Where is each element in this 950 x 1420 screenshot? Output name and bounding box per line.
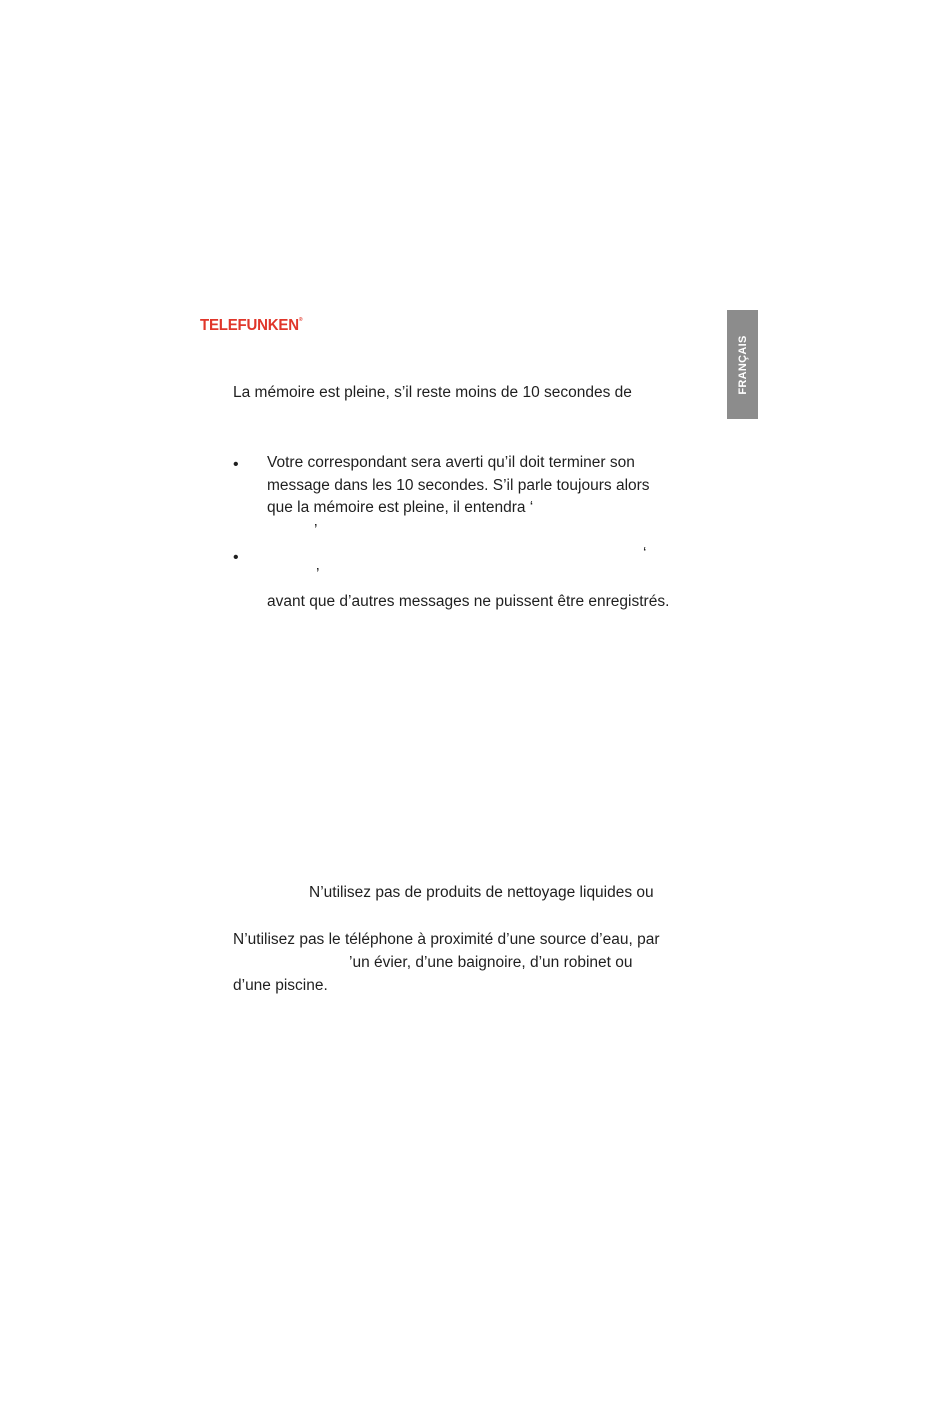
bullet1-line1: Votre correspondant sera averti qu’il doit terminer son — [267, 454, 635, 471]
bullet-marker-1: • — [233, 456, 239, 473]
memory-full-intro: La mémoire est pleine, s’il reste moins de 10 secondes de — [233, 384, 632, 401]
bullet1-line2: message dans les 10 secondes. S’il parle toujours alors — [267, 477, 650, 494]
brand-logo — [200, 317, 302, 335]
brand-name: TELEFUNKEN — [200, 316, 299, 335]
water-warning-line1: N’utilisez pas le téléphone à proximité d’une source d’eau, par — [233, 931, 660, 948]
bullet1-line3: que la mémoire est pleine, il entendra ‘ — [267, 499, 534, 516]
water-warning-line3: d’une piscine. — [233, 977, 328, 994]
bullet2-line-after: avant que d’autres messages ne puissent être enregistrés. — [267, 593, 670, 610]
bullet1-line4: ’ — [314, 522, 318, 539]
language-tab-label: FRANÇAIS — [736, 334, 749, 395]
bullet2-quote-close: ’ — [316, 566, 320, 583]
bullet-marker-2: • — [233, 549, 239, 566]
bullet2-quote-open: ‘ — [643, 545, 647, 562]
cleaning-warning: N’utilisez pas de produits de nettoyage liquides ou — [309, 884, 654, 901]
brand-registered-mark: ® — [298, 316, 303, 323]
language-tab — [727, 310, 758, 419]
water-warning-line2: ’un évier, d’une baignoire, d’un robinet ou — [349, 954, 633, 971]
